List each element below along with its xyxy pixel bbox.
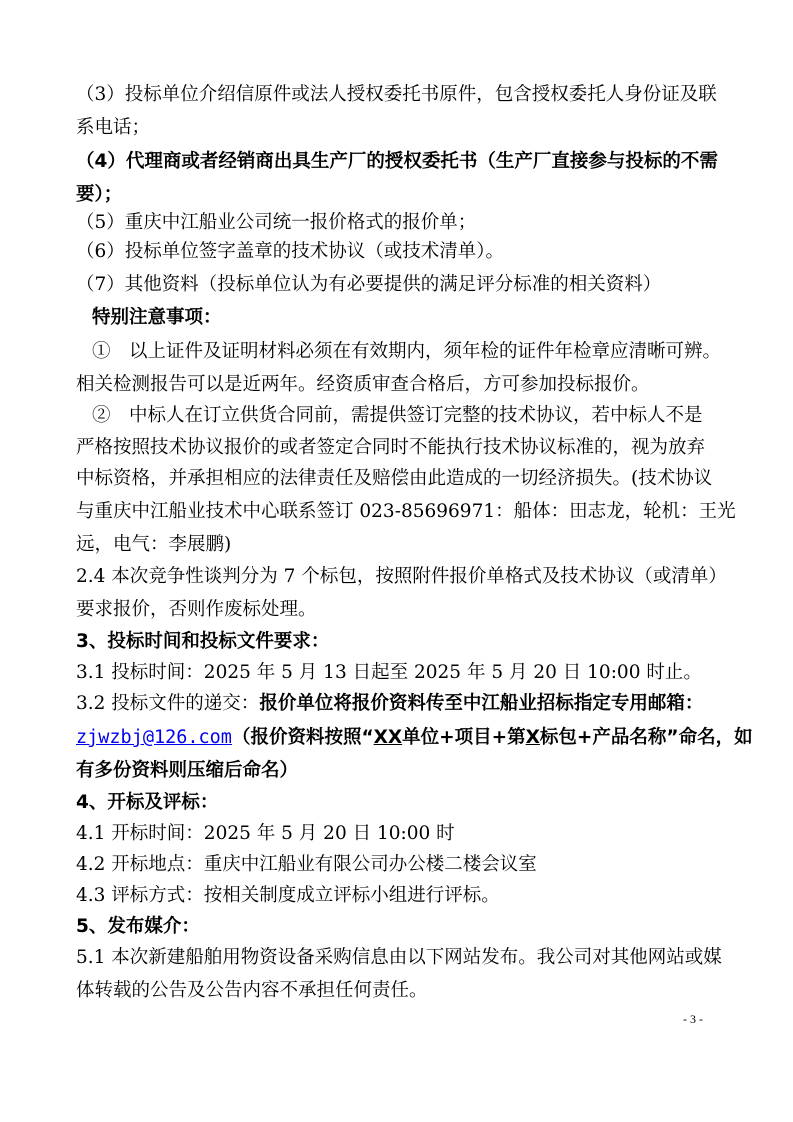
note-1: ① 以上证件及证明材料必须在有效期内，须年检的证件年检章应清晰可辨。 <box>92 341 722 362</box>
section-3-2-label: 3.2 投标文件的递交： <box>76 693 260 714</box>
item-4: （4）代理商或者经销商出具生产厂的授权委托书（生产厂直接参与投标的不需 <box>76 151 718 172</box>
email-line <box>76 727 753 749</box>
naming-rule-x: X <box>525 727 540 748</box>
item-4-cont: 要）； <box>76 184 123 205</box>
section-4-2: 4.2 开标地点：重庆中江船业有限公司办公楼二楼会议室 <box>76 854 537 875</box>
note-2-cont-1: 严格按照技术协议报价的或者签定合同时不能执行技术协议标准的，视为放弃 <box>76 437 706 458</box>
item-3-cont: 系电话； <box>76 117 151 138</box>
item-7: （7）其他资料（投标单位认为有必要提供的满足评分标准的相关资料） <box>76 274 662 295</box>
section-5-1: 5.1 本次新建船舶用物资设备采购信息由以下网站发布。我公司对其他网站或媒 <box>76 947 722 968</box>
section-2-4-cont: 要求报价，否则作废标处理。 <box>76 599 317 620</box>
email-link[interactable]: zjwzbj@126.com <box>76 727 232 748</box>
item-5: （5）重庆中江船业公司统一报价格式的报价单； <box>76 212 477 233</box>
note-2: ② 中标人在订立供货合同前，需提供签订完整的技术协议，若中标人不是 <box>92 405 703 426</box>
section-3-heading: 3、投标时间和投标文件要求： <box>76 631 330 652</box>
note-2-cont-4: 远，电气：李展鹏) <box>76 534 232 555</box>
section-5-1-cont: 体转载的公告及公告内容不承担任何责任。 <box>76 980 428 1001</box>
special-notes-heading: 特别注意事项： <box>92 307 222 328</box>
section-5-heading: 5、发布媒介： <box>76 916 200 937</box>
page-number: - 3 - <box>683 1012 703 1026</box>
section-4-heading: 4、开标及评标： <box>76 792 219 813</box>
naming-rule-a: （报价资料按照“ <box>231 727 374 748</box>
note-2-cont-2: 中标资格，并承担相应的法律责任及赔偿由此造成的一切经济损失。(技术协议 <box>76 468 713 489</box>
note-1-cont: 相关检测报告可以是近两年。经资质审查合格后，方可参加投标报价。 <box>76 374 650 395</box>
section-4-3: 4.3 评标方式：按相关制度成立评标小组进行评标。 <box>76 885 500 906</box>
item-3: （3）投标单位介绍信原件或法人授权委托书原件，包含授权委托人身份证及联 <box>76 84 717 105</box>
naming-rule-c: 标包+产品名称”命名，如 <box>539 727 753 748</box>
naming-rule-b: 单位+项目+第 <box>402 727 526 748</box>
section-3-2 <box>76 693 703 715</box>
section-2-4: 2.4 本次竞争性谈判分为 7 个标包，按照附件报价单格式及技术协议（或清单） <box>76 566 727 587</box>
naming-rule-xx: XX <box>373 727 403 748</box>
note-2-cont-3: 与重庆中江船业技术中心联系签订 023-85696971：船体：田志龙，轮机：王光 <box>76 501 736 522</box>
naming-rule-cont: 有多份资料则压缩后命名） <box>76 760 299 781</box>
section-3-2-instruction: 报价单位将报价资料传至中江船业招标指定专用邮箱： <box>259 693 704 714</box>
section-4-1: 4.1 开标时间：2025 年 5 月 20 日 10:00 时 <box>76 823 455 844</box>
section-3-1: 3.1 投标时间：2025 年 5 月 13 日起至 2025 年 5 月 20 日 10:00 时止。 <box>76 662 702 683</box>
item-6: （6）投标单位签字盖章的技术协议（或技术清单）。 <box>76 241 505 262</box>
